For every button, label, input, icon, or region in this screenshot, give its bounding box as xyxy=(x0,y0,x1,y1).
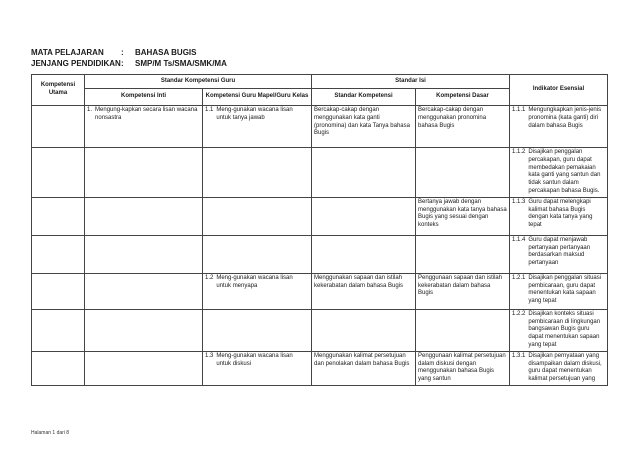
cell-kompetensi-guru xyxy=(203,197,312,235)
indikator-text: Guru dapat menjawab pertanyaan pertanyaan berdasarkan maksud pertanyaan xyxy=(528,236,591,267)
th-standar-kompetensi-guru: Standar Kompetensi Guru xyxy=(85,75,312,89)
kg-number: 1.3 xyxy=(205,352,214,359)
cell-standar-kompetensi xyxy=(312,309,416,351)
jenjang-pendidikan-label: JENJANG PENDIDIKAN xyxy=(31,59,121,68)
cell-standar-kompetensi xyxy=(312,197,416,235)
th-kompetensi-utama: Kompetensi Utama xyxy=(32,75,85,106)
cell-kompetensi-guru xyxy=(203,351,312,385)
indikator-text: Disajikan penggalan percakapan, guru dapat membedakan pemakaian kata ganti yang santun dan tidak santun dalam percakapan bahasa Bugis. xyxy=(528,149,601,194)
page-footer: Halaman 1 dari 8 xyxy=(31,430,70,436)
cell-kompetensi-utama xyxy=(32,309,85,351)
indikator-number: 1.1.2 xyxy=(512,149,526,155)
mata-pelajaran-label: MATA PELAJARAN xyxy=(31,48,104,57)
cell-kompetensi-dasar: Penggunaan kalimat persetujuan dalam diskusi dengan menggunakan bahasa Bugis yang santun xyxy=(416,351,510,385)
kg-number: 1.2 xyxy=(205,274,214,281)
table-row xyxy=(32,106,608,148)
cell-kompetensi-inti xyxy=(85,106,203,148)
indikator-number: 1.2.1 xyxy=(512,274,526,281)
mata-pelajaran-separator: : xyxy=(121,48,124,57)
table-row xyxy=(32,148,608,198)
header-mata-pelajaran xyxy=(31,48,196,57)
cell-kompetensi-inti xyxy=(85,148,203,198)
cell-indikator xyxy=(510,148,608,198)
kg-text: Meng-gunakan wacana lisan untuk tanya jawab xyxy=(216,107,293,121)
cell-indikator xyxy=(510,106,608,148)
table-row xyxy=(32,235,608,273)
jenjang-pendidikan-separator: : xyxy=(121,59,124,68)
kompetensi-table xyxy=(31,74,608,386)
th-kompetensi-inti: Kompetensi Inti xyxy=(85,89,203,106)
th-standar-kompetensi: Standar Kompetensi xyxy=(312,89,416,106)
ki-number: 1. xyxy=(87,107,93,113)
table-row xyxy=(32,273,608,309)
cell-kompetensi-guru xyxy=(203,235,312,273)
table-row xyxy=(32,351,608,385)
cell-standar-kompetensi xyxy=(312,235,416,273)
cell-kompetensi-inti xyxy=(85,273,203,309)
th-indikator-esensial: Indikator Esensial xyxy=(510,75,608,106)
cell-standar-kompetensi xyxy=(312,148,416,198)
th-kompetensi-dasar: Kompetensi Dasar xyxy=(416,89,510,106)
cell-indikator xyxy=(510,309,608,351)
indikator-text: Disajikan pernyataan yang disampaikan dalam diskusi, guru dapat menentukan kalimat persetujuan yang xyxy=(528,352,602,383)
cell-kompetensi-utama xyxy=(32,351,85,385)
indikator-number: 1.2.2 xyxy=(512,310,526,317)
cell-kompetensi-guru xyxy=(203,106,312,148)
th-standar-isi: Standar Isi xyxy=(312,75,510,89)
indikator-number: 1.1.3 xyxy=(512,198,526,205)
indikator-number: 1.1.4 xyxy=(512,236,526,243)
table-row xyxy=(32,197,608,235)
indikator-text: Disajikan konteks situasi pembicaraan di lingkungan bangsawan Bugis guru dapat menentukan sapaan yang tepat xyxy=(528,310,601,348)
cell-kompetensi-dasar: Bercakap-cakap dengan menggunakan pronomina bahasa Bugis xyxy=(416,106,510,148)
cell-kompetensi-utama xyxy=(32,106,85,148)
kg-text: Meng-gunakan wacana lisan untuk diskusi xyxy=(216,352,293,367)
jenjang-pendidikan-value: SMP/M Ts/SMA/SMK/MA xyxy=(135,59,227,68)
cell-kompetensi-inti xyxy=(85,351,203,385)
kg-text: Meng-gunakan wacana lisan untuk menyapa xyxy=(216,274,293,289)
cell-indikator xyxy=(510,273,608,309)
cell-kompetensi-inti xyxy=(85,235,203,273)
cell-kompetensi-inti xyxy=(85,197,203,235)
indikator-number: 1.3.1 xyxy=(512,352,526,359)
cell-kompetensi-guru xyxy=(203,148,312,198)
cell-kompetensi-inti xyxy=(85,309,203,351)
cell-kompetensi-utama xyxy=(32,273,85,309)
cell-indikator xyxy=(510,351,608,385)
indikator-text: Disajikan penggalan situasi pembicaraan, guru dapat menentukan kata sapaan yang tepat xyxy=(528,274,602,305)
cell-kompetensi-dasar xyxy=(416,148,510,198)
indikator-text: Guru dapat melengkapi kalimat bahasa Bugis dengan kata tanya yang tepat xyxy=(528,198,593,229)
mata-pelajaran-value: BAHASA BUGIS xyxy=(135,48,197,57)
header-jenjang-pendidikan xyxy=(31,59,227,68)
cell-standar-kompetensi: Bercakap-cakap dengan menggunakan kata ganti (pronomina) dan kata Tanya bahasa Bugis xyxy=(312,106,416,148)
cell-kompetensi-guru xyxy=(203,309,312,351)
indikator-text: Mengungkapkan jenis-jenis pronomina (kata ganti) diri dalam bahasa Bugis xyxy=(528,107,602,129)
indikator-number: 1.1.1 xyxy=(512,107,526,113)
cell-kompetensi-utama xyxy=(32,197,85,235)
cell-standar-kompetensi: Menggunakan sapaan dan istilah kekerabatan dalam bahasa Bugis xyxy=(312,273,416,309)
th-kompetensi-guru-mapel: Kompetensi Guru Mapel/Guru Kelas xyxy=(203,89,312,106)
cell-kompetensi-dasar xyxy=(416,235,510,273)
kg-number: 1.1 xyxy=(205,107,214,113)
cell-kompetensi-utama xyxy=(32,148,85,198)
cell-kompetensi-utama xyxy=(32,235,85,273)
cell-indikator xyxy=(510,197,608,235)
ki-text: Mengung-kapkan secara lisan wacana nonsastra xyxy=(95,107,198,121)
cell-standar-kompetensi: Menggunakan kalimat persetujuan dan penolakan dalam bahasa Bugis xyxy=(312,351,416,385)
table-row xyxy=(32,309,608,351)
cell-indikator xyxy=(510,235,608,273)
cell-kompetensi-dasar: Penggunaan sapaan dan istilah kekerabatan dalam bahasa Bugis xyxy=(416,273,510,309)
cell-kompetensi-dasar xyxy=(416,309,510,351)
cell-kompetensi-guru xyxy=(203,273,312,309)
cell-kompetensi-dasar: Bertanya jawab dengan menggunakan kata tanya bahasa Bugis yang sesuai dengan konteks xyxy=(416,197,510,235)
table-header-row-1 xyxy=(32,75,608,89)
